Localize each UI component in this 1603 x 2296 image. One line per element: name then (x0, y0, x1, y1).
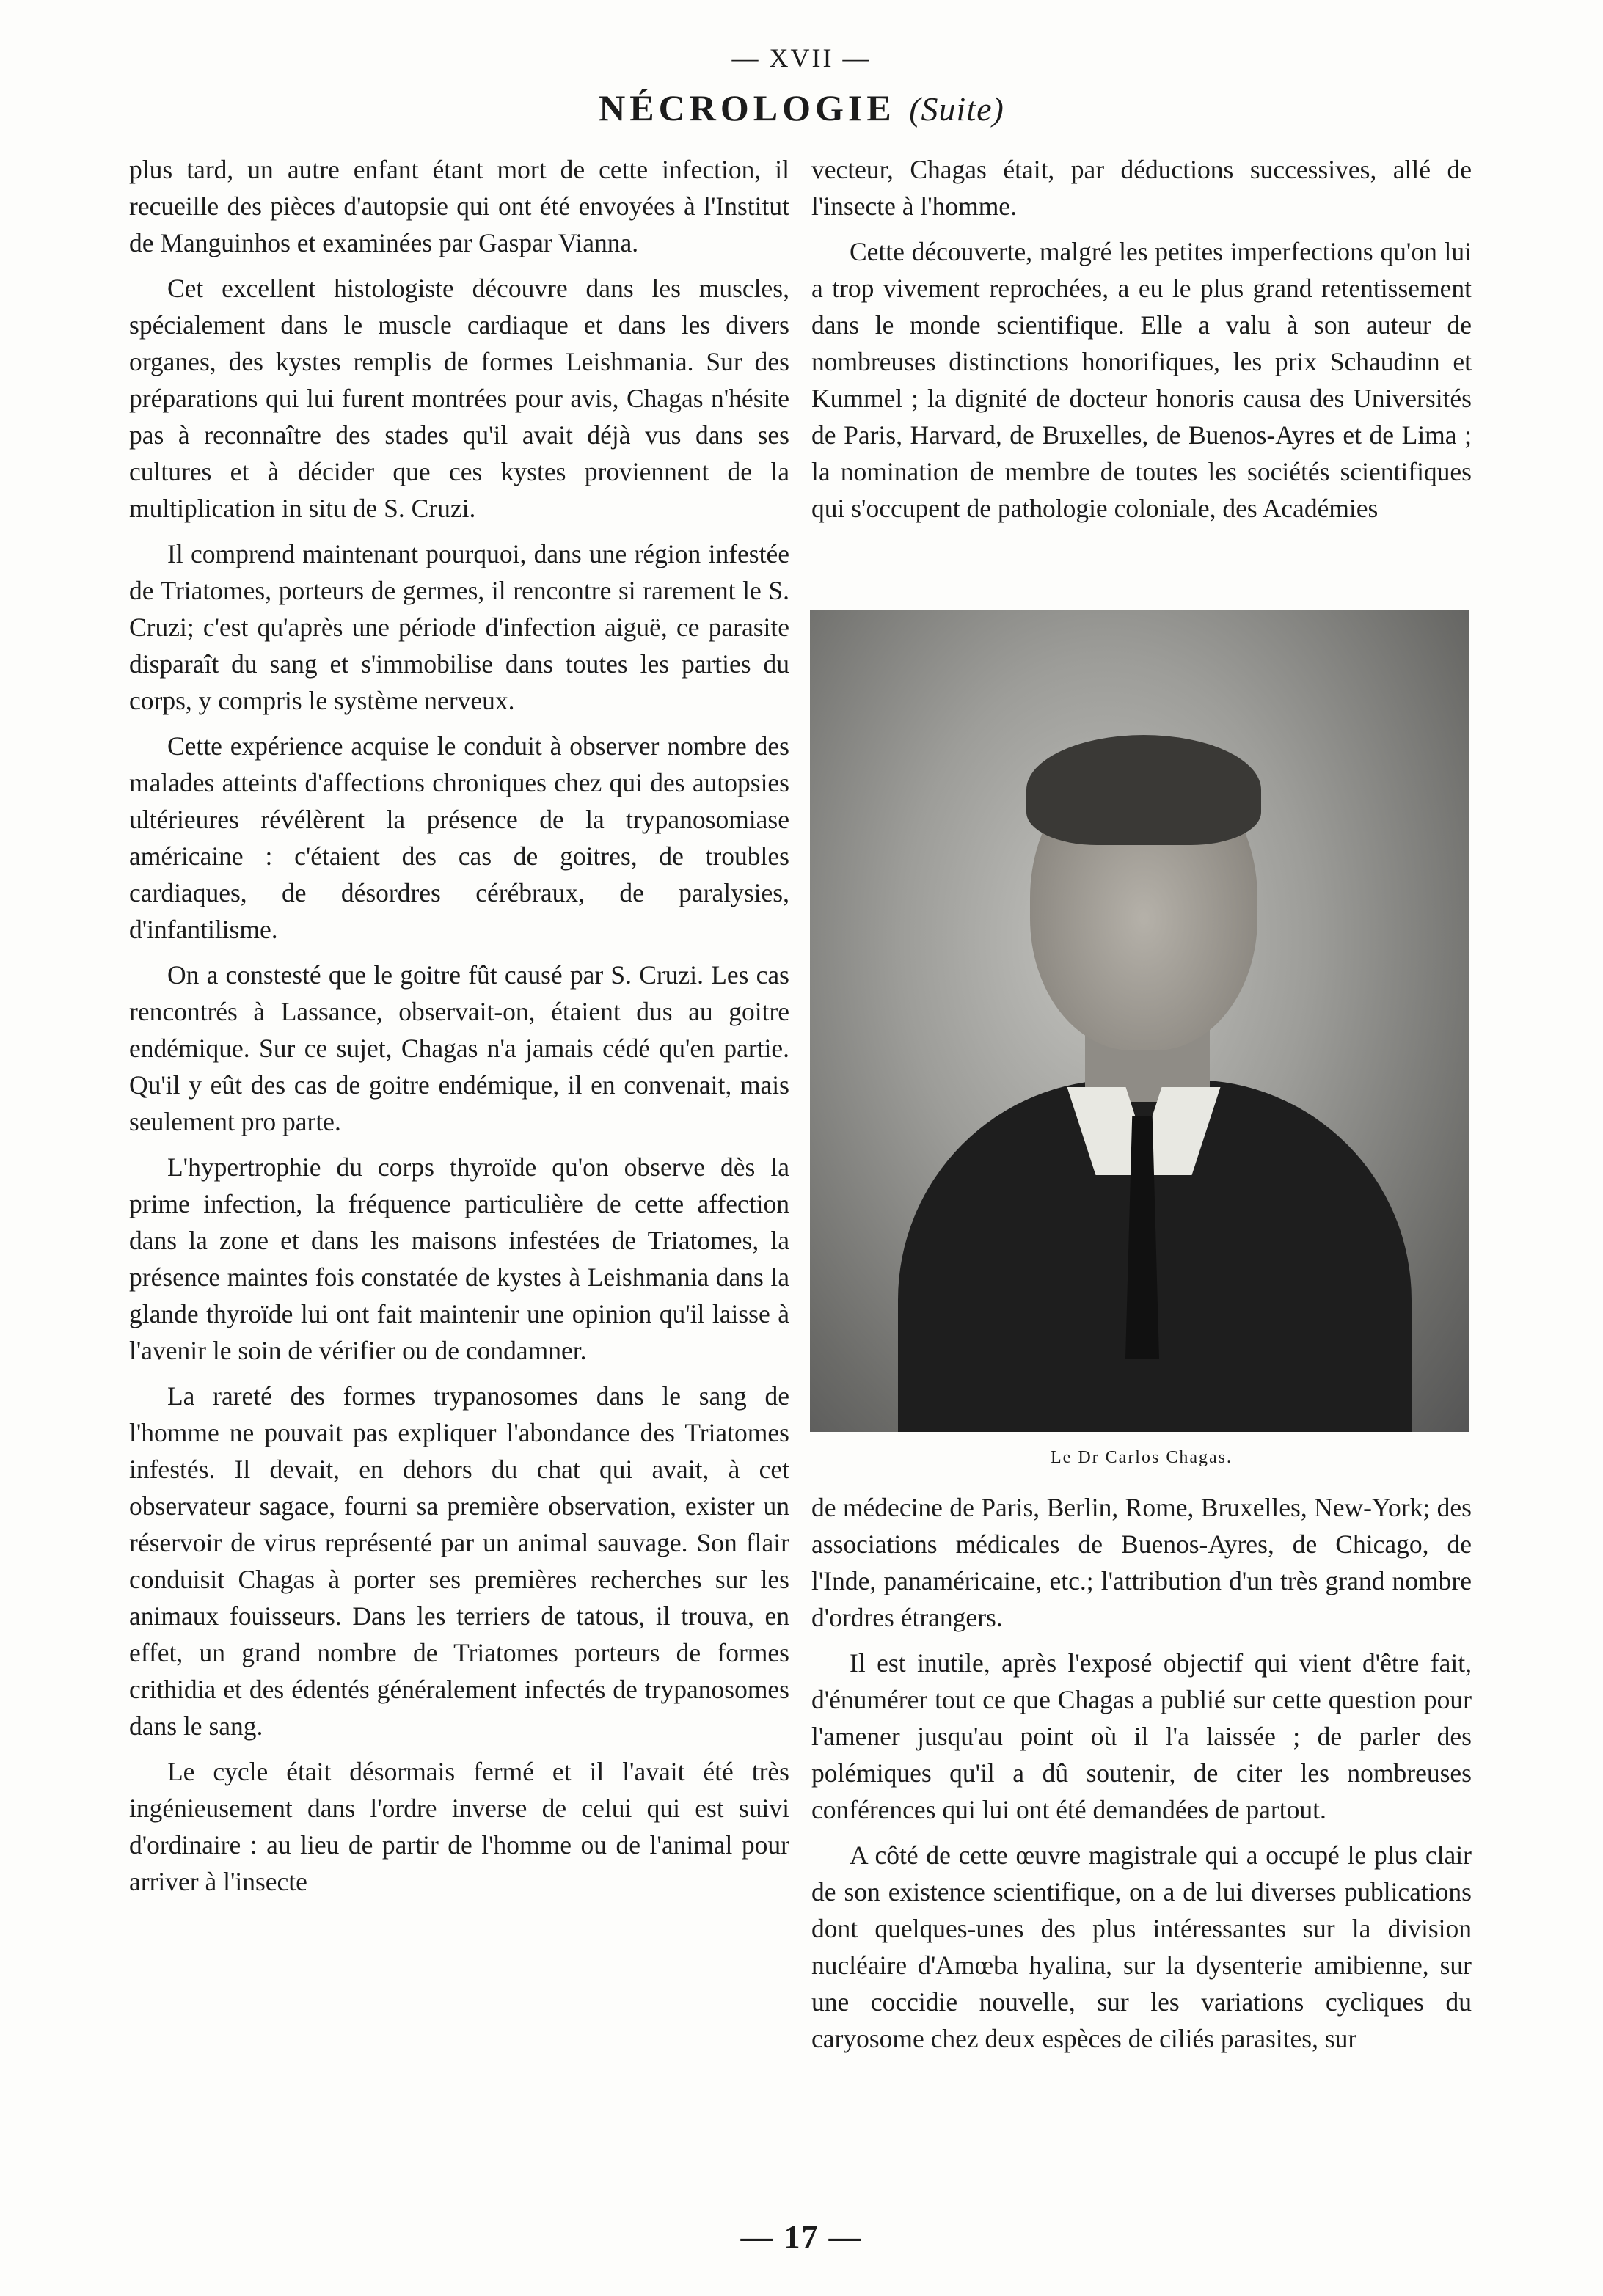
paragraph: La rareté des formes trypanosomes dans le sang de l'homme ne pouvait pas expliquer l'abondance des Triatomes infestés. Il devait, en dehors du chat qui avait, à cet observateur sagace, fourni sa première observation, exister un réservoir de virus représenté par un animal sauvage. Son flair conduisit Chagas à porter ses premières recherches sur les animaux fouisseurs. Dans les terriers de tatous, il trouva, en effet, un grand nombre de Triatomes porteurs de formes crithidia et des édentés généralement infectés de trypanosomes dans le sang. (129, 1381, 789, 1741)
section-title-suffix: (Suite) (909, 90, 1004, 128)
paragraph: vecteur, Chagas était, par déductions successives, allé de l'insecte à l'homme. (811, 155, 1472, 221)
paragraph: Cette découverte, malgré les petites imperfections qu'on lui a trop vivement reprochées, a eu le plus grand retentissement dans le monde scientifique. Elle a valu à son auteur de nombreuses distinctions honorifiques, les prix Schaudinn et Kummel ; la dignité de docteur honoris causa des Universités de Paris, Harvard, de Bruxelles, de Buenos-Ayres et de Lima ; la nomination de membre de toutes les sociétés scientifiques qui s'occupent de pathologie coloniale, des Académies (811, 237, 1472, 523)
page-number: — 17 — (740, 2219, 863, 2255)
paragraph: L'hypertrophie du corps thyroïde qu'on observe dès la prime infection, la fréquence particulière de cette affection dans la zone et dans les maisons infestées de Triatomes, la présence maintes fois constatée de kystes à Leishmania dans la glande thyroïde lui ont fait maintenir une opinion qu'il laisse à l'avenir le soin de vérifier ou de condamner. (129, 1152, 789, 1365)
paragraph: Il comprend maintenant pourquoi, dans une région infestée de Triatomes, porteurs de germes, il rencontre si rarement le S. Cruzi; c'est qu'après une période d'infection aiguë, ce parasite disparaît du sang et s'immobilise dans toutes les parties du corps, y compris le système nerveux. (129, 539, 789, 715)
paragraph: Le cycle était désormais fermé et il l'avait été très ingénieusement dans l'ordre inverse de celui qui est suivi d'ordinaire : au lieu de partir de l'homme ou de l'animal pour arriver à l'insecte (129, 1757, 789, 1896)
paragraph: On a constesté que le goitre fût causé par S. Cruzi. Les cas rencontrés à Lassance, observait-on, étaient dus au goitre endémique. Sur ce sujet, Chagas n'a jamais cédé qu'en partie. Qu'il y eût des cas de goitre endémique, il en convenait, mais seulement pro parte. (129, 960, 789, 1136)
paragraph: plus tard, un autre enfant étant mort de cette infection, il recueille des pièces d'autopsie qui ont été envoyées à l'Institut de Manguinhos et examinées par Gaspar Vianna. (129, 155, 789, 257)
paragraph: Il est inutile, après l'exposé objectif qui vient d'être fait, d'énumérer tout ce que Chagas a publié sur cette question pour l'amener jusqu'au point où il l'a laissée ; de parler des polémiques qu'il a dû soutenir, de citer les nombreuses conférences qui lui ont été demandées de partout. (811, 1648, 1472, 1824)
right-column-bottom (811, 1489, 1472, 2066)
page-roman-numeral: — XVII — (731, 43, 872, 73)
right-column-top (811, 151, 1472, 535)
portrait-photo (810, 610, 1469, 1432)
photo-caption: Le Dr Carlos Chagas. (1051, 1448, 1233, 1467)
paragraph: A côté de cette œuvre magistrale qui a occupé le plus clair de son existence scientifique, on a de lui diverses publications dont quelques-unes des plus intéressantes sur la division nucléaire d'Amœba hyalina, sur la dysenterie amibienne, sur une coccidie nouvelle, sur les variations cycliques du caryosome chez deux espèces de ciliés parasites, sur (811, 1840, 1472, 2053)
left-column (129, 151, 789, 1909)
page-title (0, 87, 1603, 129)
paragraph: Cette expérience acquise le conduit à observer nombre des malades atteints d'affections chroniques chez qui des autopsies ultérieures révélèrent la présence de la trypanosomiase américaine : c'étaient des cas de goitres, de troubles cardiaques, de désordres cérébraux, de paralysies, d'infantilisme. (129, 731, 789, 944)
paragraph: de médecine de Paris, Berlin, Rome, Bruxelles, New-York; des associations médicales de Buenos-Ayres, de Chicago, de l'Inde, panaméricaine, etc.; l'attribution d'un très grand nombre d'ordres étrangers. (811, 1493, 1472, 1632)
paragraph: Cet excellent histologiste découvre dans les muscles, spécialement dans le muscle cardiaque et dans les divers organes, des kystes remplis de formes Leishmania. Sur des préparations qui lui furent montrées pour avis, Chagas n'hésite pas à reconnaître des stades qu'il avait déjà vus dans ses cultures et à décider que ces kystes proviennent de la multiplication in situ de S. Cruzi. (129, 274, 789, 523)
photo-hair (1026, 735, 1261, 845)
section-title: NÉCROLOGIE (599, 87, 896, 128)
